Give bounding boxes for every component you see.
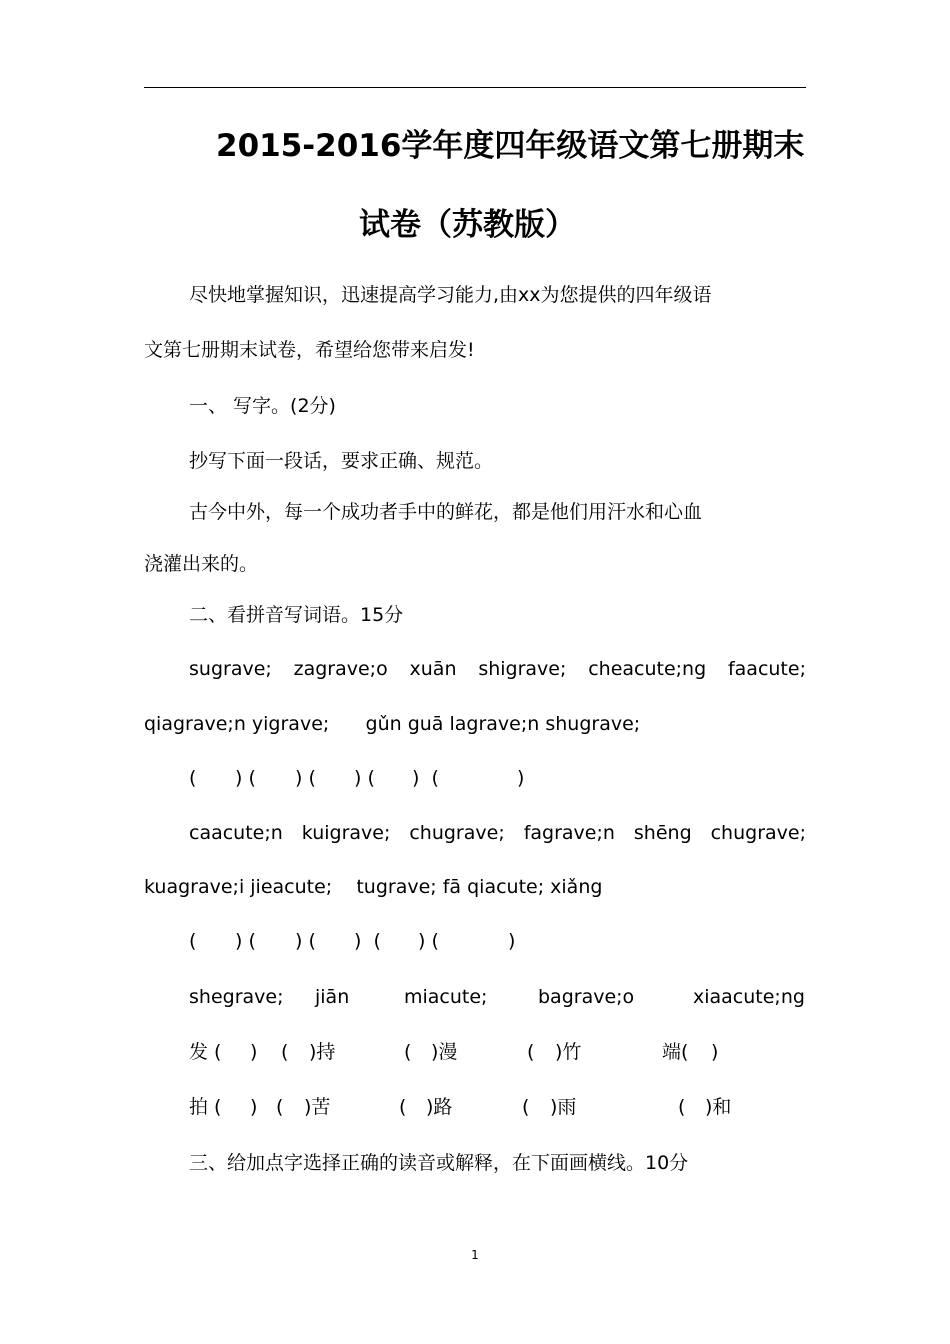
fill-item: )苦 — [304, 1096, 331, 1118]
header-rule — [144, 87, 806, 88]
fill-item: ( — [281, 1041, 289, 1063]
fill-item: )路 — [426, 1096, 453, 1118]
pinyin-word: chugrave; — [409, 822, 505, 844]
blank-paren: ( — [189, 930, 197, 952]
pinyin-word: xuān — [409, 658, 457, 680]
pinyin-word: jiān — [315, 986, 350, 1008]
fill-item: ( — [276, 1096, 284, 1118]
pinyin-row2-line2: kuagrave;i jieacute; tugrave; fā qiacute; xiǎng — [144, 876, 603, 898]
pinyin-word: faacute; — [727, 658, 806, 680]
fill-item: ( — [399, 1096, 407, 1118]
blank-paren: ) — [508, 930, 516, 952]
fill-item: ( — [404, 1041, 412, 1063]
blank-paren: ) ( — [412, 767, 439, 789]
section1-text-line2: 浇灌出来的。 — [144, 553, 259, 575]
blank-paren: ) — [517, 767, 525, 789]
pinyin-word: kuigrave; — [301, 822, 391, 844]
blank-paren: ) ( — [354, 767, 375, 789]
fill-item: )和 — [705, 1096, 732, 1118]
section2-heading: 二、看拼音写词语。15分 — [189, 604, 404, 626]
pinyin-word: shēng — [633, 822, 692, 844]
pinyin-row2-line1 — [189, 824, 806, 843]
fill-item: ) — [250, 1096, 258, 1118]
document-title-line1: 2015-2016学年度四年级语文第七册期末 — [216, 128, 805, 164]
pinyin-word: shegrave; — [189, 986, 284, 1008]
fill-item: 端( — [662, 1041, 689, 1063]
blank-paren: ) ( — [295, 767, 316, 789]
fill-item: ) — [711, 1041, 719, 1063]
blank-paren: ) ( — [354, 930, 381, 952]
pinyin-word: chugrave; — [710, 822, 806, 844]
intro-line2: 文第七册期末试卷，希望给您带来启发! — [144, 339, 475, 361]
document-title-line2: 试卷（苏教版） — [359, 207, 576, 243]
pinyin-word: caacute;n — [189, 822, 283, 844]
blank-paren: ) ( — [418, 930, 439, 952]
pinyin-word: miacute; — [404, 986, 488, 1008]
section1-instruction: 抄写下面一段话，要求正确、规范。 — [189, 450, 494, 472]
pinyin-row1-line2: qiagrave;n yigrave; gǔn guā lagrave;n shugrave; — [144, 713, 641, 735]
fill-item: ) — [250, 1041, 258, 1063]
pinyin-word: cheacute;ng — [588, 658, 707, 680]
fill-item: )持 — [309, 1041, 336, 1063]
pinyin-word: shigrave; — [478, 658, 567, 680]
fill-item: )漫 — [431, 1041, 458, 1063]
fill-item: )雨 — [550, 1096, 577, 1118]
pinyin-word: bagrave;o — [538, 986, 635, 1008]
blank-paren: ( — [189, 767, 197, 789]
pinyin-row1-line1 — [189, 660, 806, 679]
pinyin-word: sugrave; — [189, 658, 272, 680]
blank-paren: ) ( — [235, 767, 256, 789]
pinyin-word: fagrave;n — [523, 822, 615, 844]
fill-item: 拍 ( — [189, 1096, 222, 1118]
blank-paren: ) ( — [295, 930, 316, 952]
fill-item: ( — [527, 1041, 535, 1063]
intro-line1: 尽快地掌握知识，迅速提高学习能力,由xx为您提供的四年级语 — [189, 284, 712, 306]
fill-item: 发 ( — [189, 1041, 222, 1063]
pinyin-word: xiaacute;ng — [693, 986, 805, 1008]
fill-item: )竹 — [555, 1041, 582, 1063]
fill-item: ( — [678, 1096, 686, 1118]
pinyin-word: zagrave;o — [293, 658, 388, 680]
section3-heading: 三、给加点字选择正确的读音或解释，在下面画横线。10分 — [189, 1152, 689, 1174]
blank-paren: ) ( — [235, 930, 256, 952]
fill-item: ( — [522, 1096, 530, 1118]
section1-heading: 一、 写字。(2分) — [189, 395, 336, 417]
section1-text-line1: 古今中外，每一个成功者手中的鲜花，都是他们用汗水和心血 — [189, 501, 703, 523]
page-number: 1 — [471, 1248, 479, 1262]
